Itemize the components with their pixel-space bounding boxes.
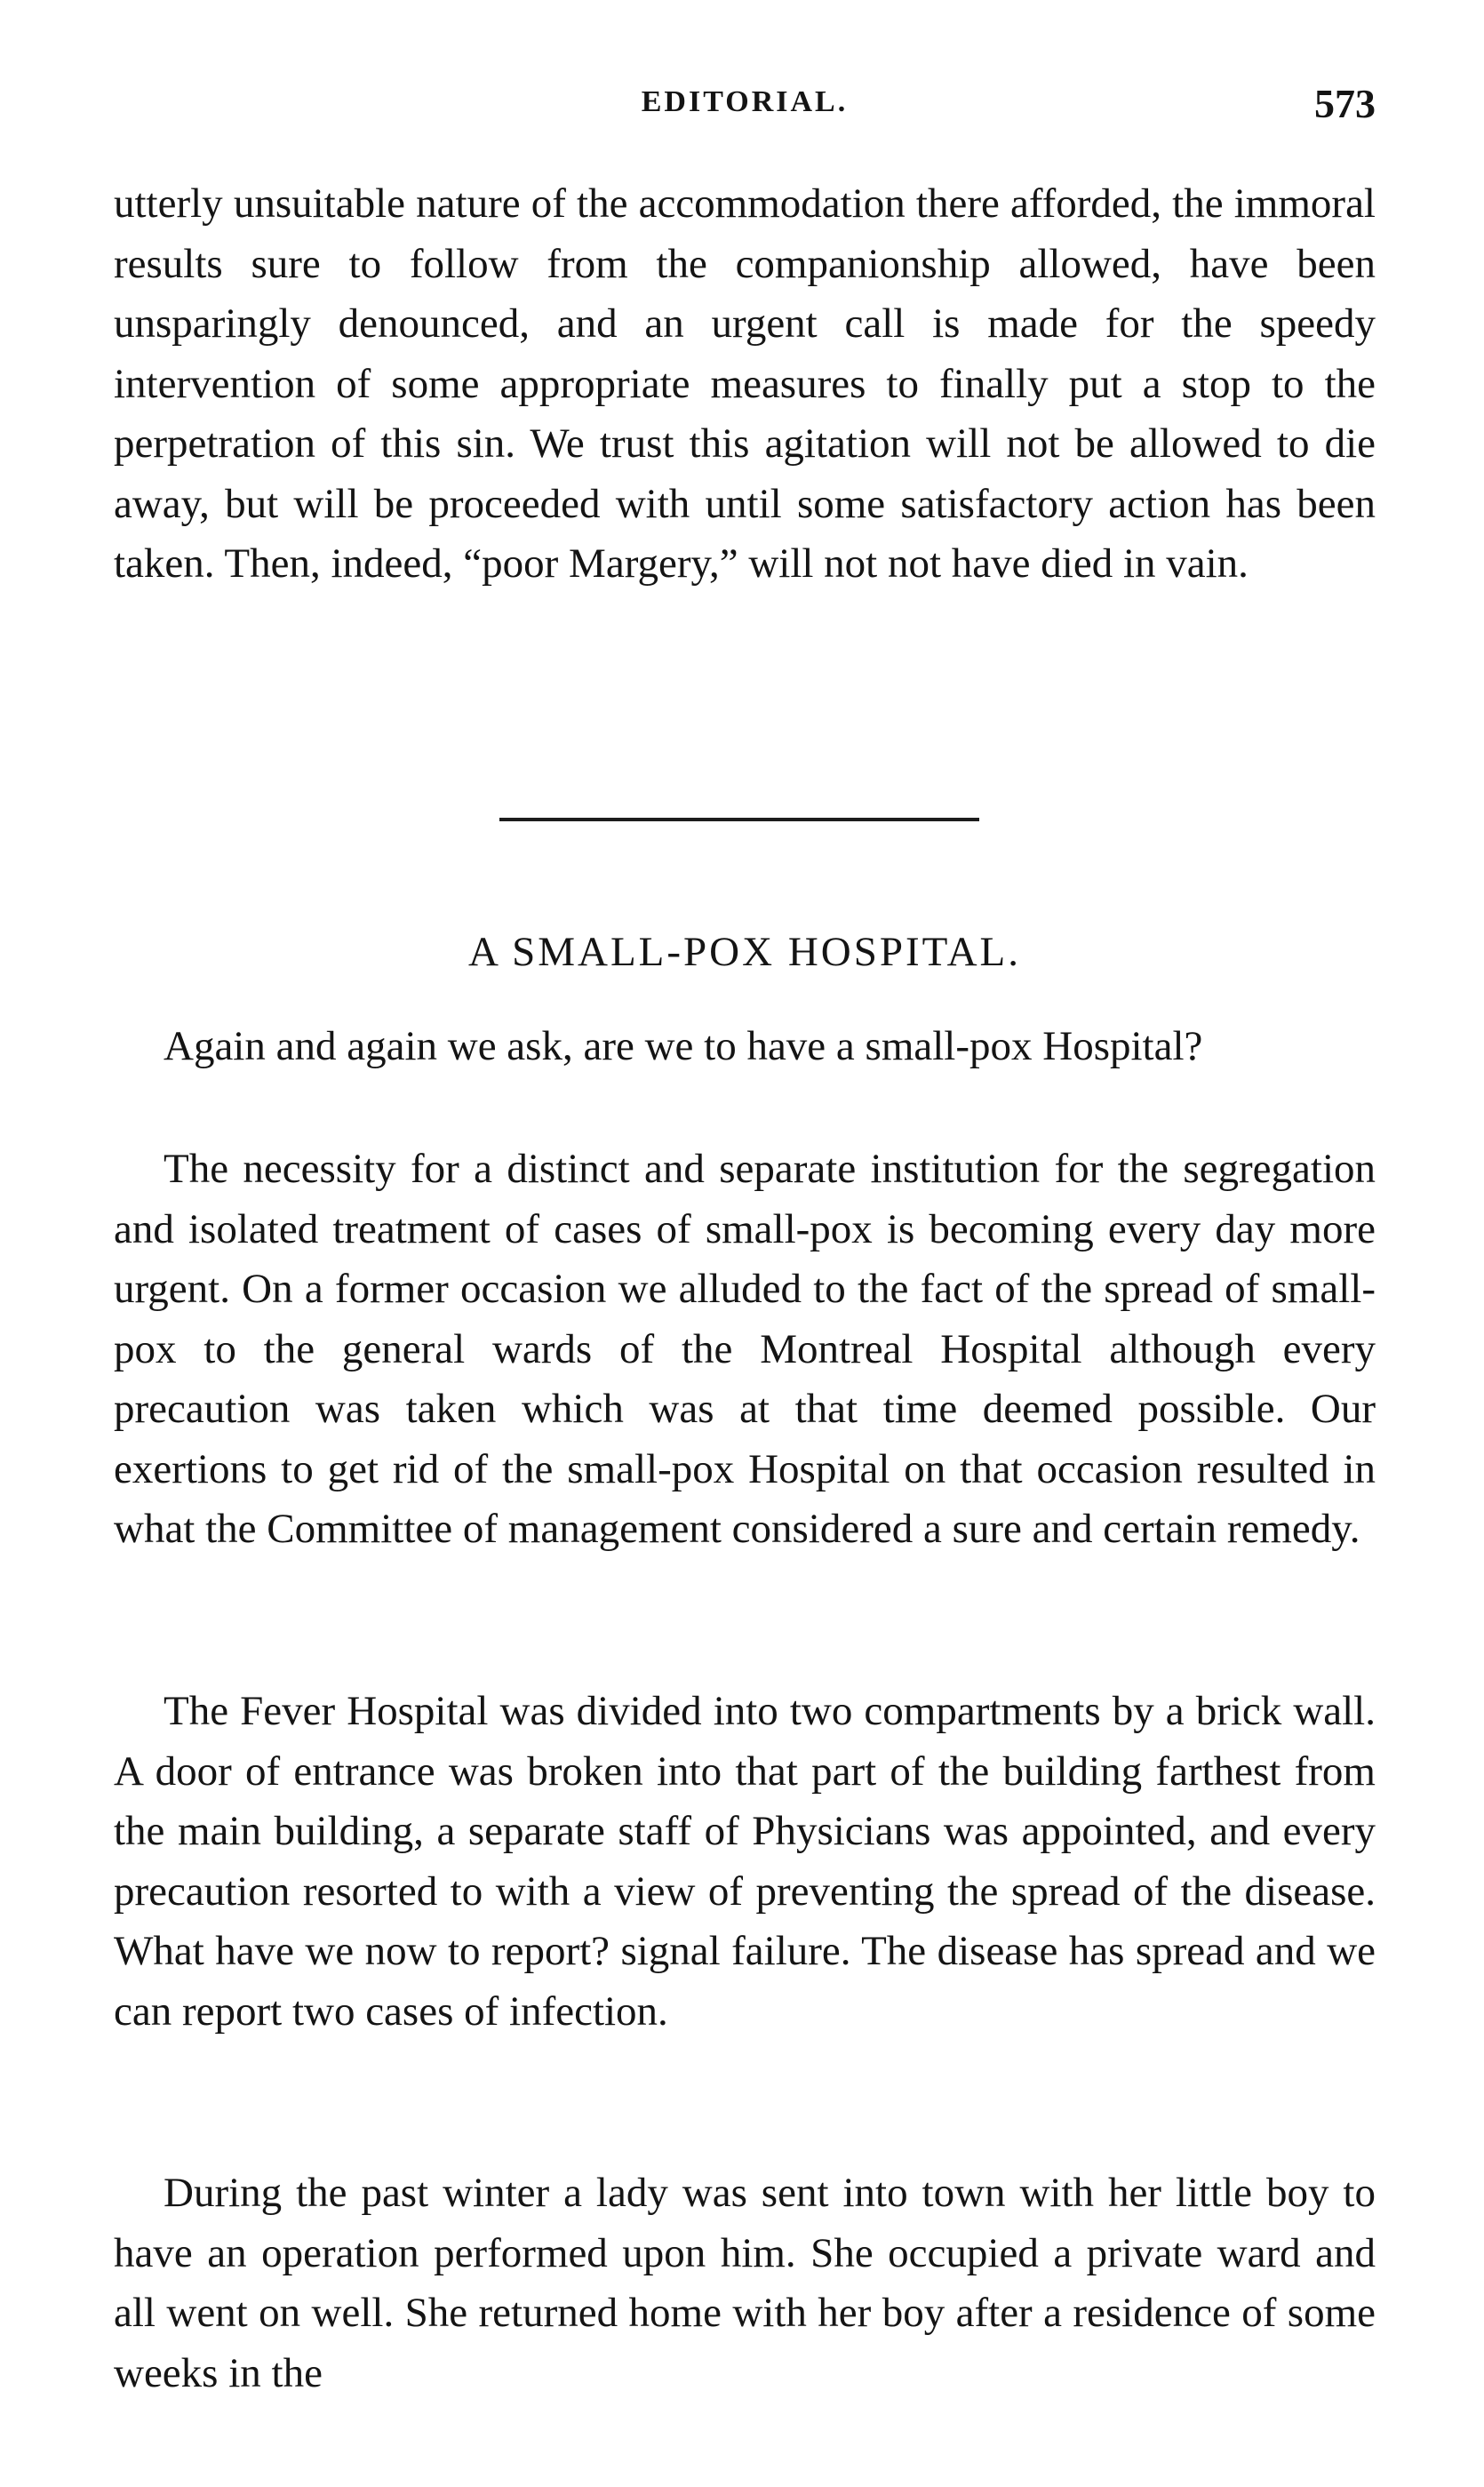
article-paragraph: The Fever Hospital was divided into two compartments by a brick wall. A door of entrance was broken into that part of the building farthest from the main building, a separate staff of Physicians was appointed, and every precaution resorted to with a view of preventing the spread of the disease. What have we now to report? signal failure. The disease has spread and we can report two cases of infection. bbox=[114, 1688, 1376, 2035]
article-paragraph: Again and again we ask, are we to have a small-pox Hospital? bbox=[164, 1023, 1203, 1069]
article-paragraph: During the past winter a lady was sent into town with her little boy to have an operation performed upon him. She occupied a private ward and all went on well. She returned home with her boy after a residence of some weeks in the bbox=[114, 2170, 1376, 2396]
continuation-paragraph: utterly unsuitable nature of the accommodation there afforded, the immoral results sure to follow from the companionship allowed, have been unsparingly denounced, and an urgent call is made for the speedy intervention of some appropriate measures to finally put a stop to the perpetration of this sin. We trust this agitation will not be allowed to die away, but will be proceeded with until some satisfactory action has been taken. Then, indeed, “poor Margery,” will not not have died in vain. bbox=[114, 180, 1376, 587]
section-divider bbox=[499, 818, 979, 821]
page-number: 573 bbox=[1314, 81, 1376, 126]
article-paragraph: The necessity for a distinct and separate institution for the segregation and isolated treatment of cases of small-pox is becoming every day more urgent. On a former occasion we alluded to the fact of the spread of small-pox to the general wards of the Montreal Hospital although every precaution was taken which was at that time deemed possible. Our exertions to get rid of the small-pox Hospital on that occasion resulted in what the Committee of management considered a sure and certain remedy. bbox=[114, 1146, 1376, 1552]
section-label: EDITORIAL. bbox=[641, 85, 849, 118]
article-title: A SMALL-POX HOSPITAL. bbox=[468, 929, 1021, 975]
running-head bbox=[114, 81, 1376, 139]
